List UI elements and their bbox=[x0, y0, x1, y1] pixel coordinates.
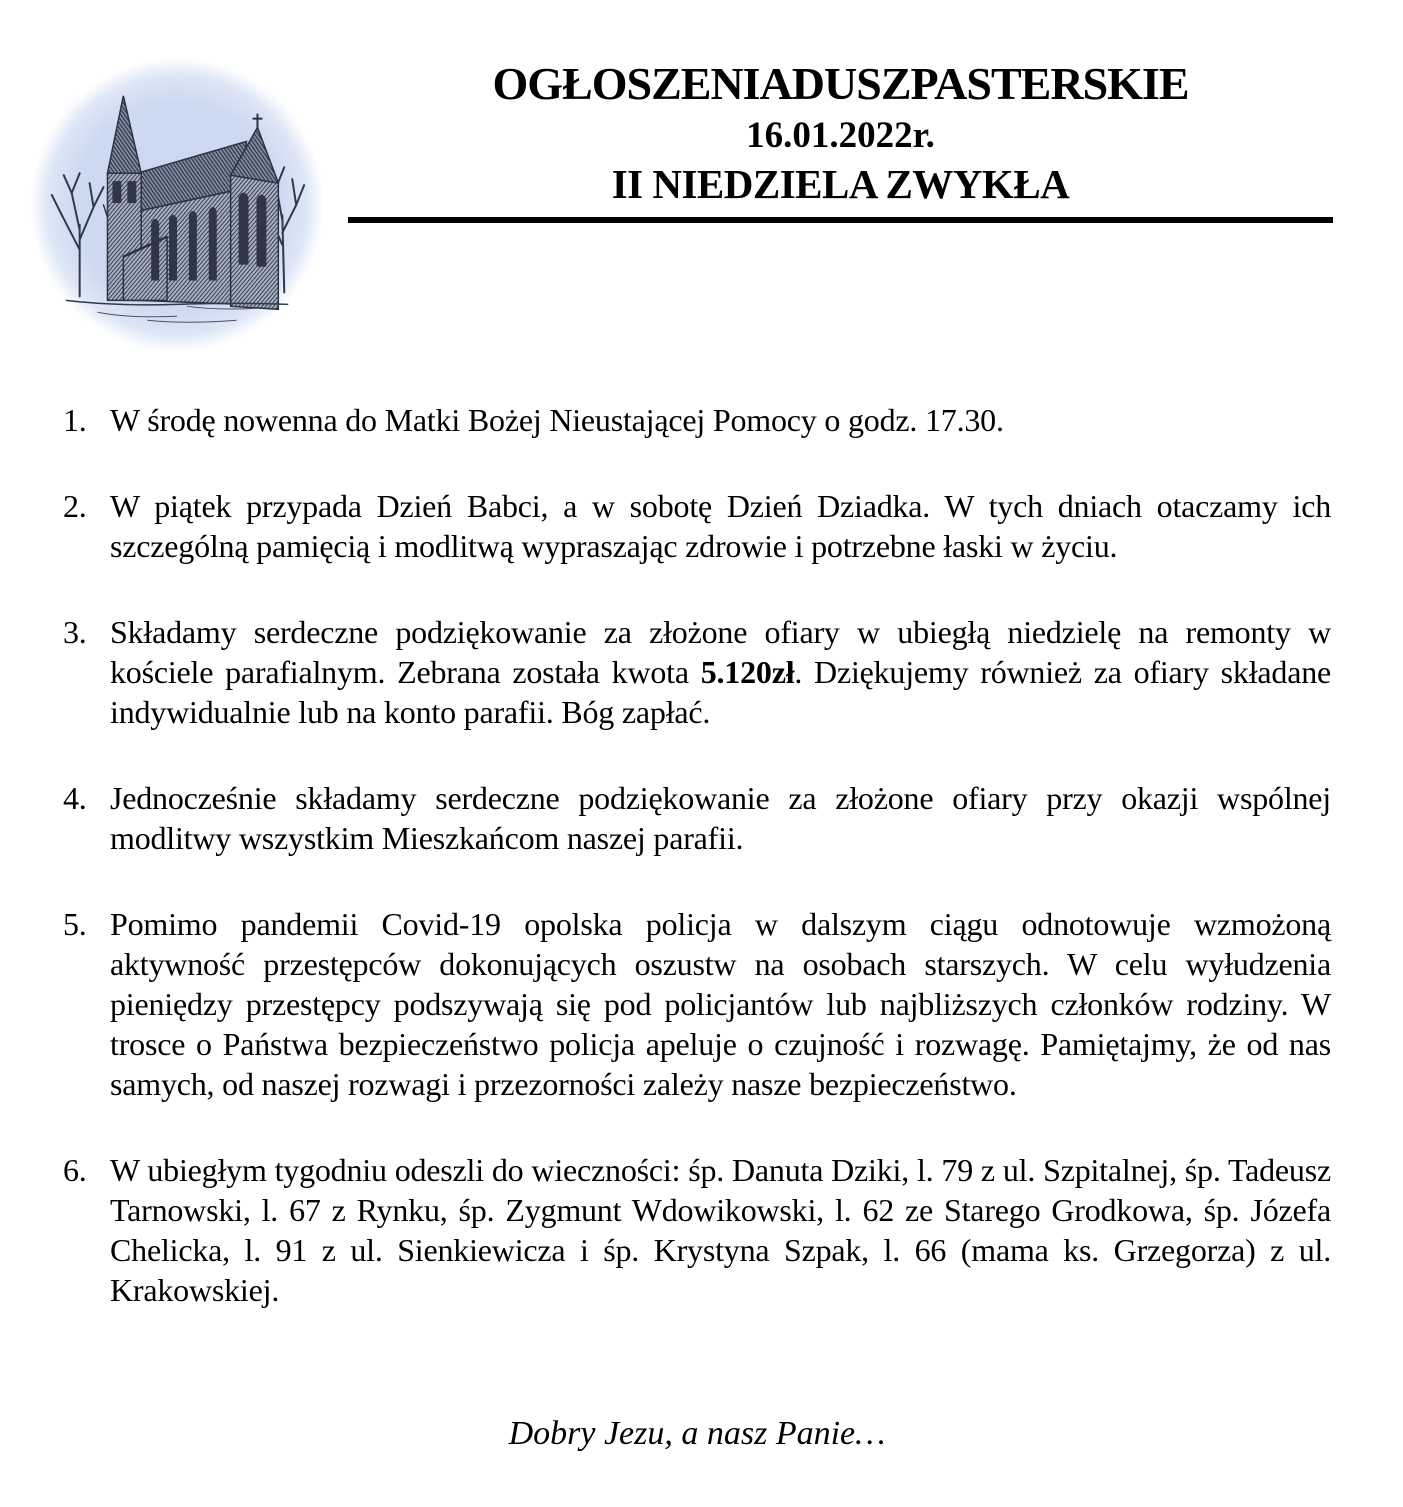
announcement-item-2 bbox=[63, 486, 1331, 566]
item-text: W piątek przypada Dzień Babci, a w sobotę Dzień Dziadka. W tych dniach otaczamy ich szczególną pamięcią i modlitwą wypraszając zdrowie i potrzebne łaski w życiu. bbox=[110, 488, 1331, 564]
item-text: Jednocześnie składamy serdeczne podziękowanie za złożone ofiary przy okazji wspólnej modlitwy wszystkim Mieszkańcom naszej parafii. bbox=[110, 780, 1331, 856]
item-text bbox=[110, 612, 1331, 732]
item-number: 6. bbox=[63, 1152, 87, 1188]
announcement-item-5 bbox=[63, 904, 1331, 1104]
item-number: 2. bbox=[63, 488, 87, 524]
item-number: 4. bbox=[63, 780, 87, 816]
page-title: OGŁOSZENIADUSZPASTERSKIE bbox=[492, 58, 1189, 109]
announcement-item-3 bbox=[63, 612, 1331, 732]
announcement-list bbox=[63, 400, 1331, 1356]
church-illustration bbox=[28, 52, 326, 358]
item-text-after-amount: . Dziękujemy również za ofiary składane indywidualnie lub na konto parafii. Bóg zapłać. bbox=[110, 654, 1331, 730]
item-number: 1. bbox=[63, 402, 87, 438]
bulletin-header bbox=[348, 58, 1333, 223]
item-text: W środę nowenna do Matki Bożej Nieustającej Pomocy o godz. 17.30. bbox=[110, 402, 1004, 438]
church-sketch-icon bbox=[28, 52, 326, 358]
item-text: Pomimo pandemii Covid-19 opolska policja w dalszym ciągu odnotowuje wzmożoną aktywność przestępców dokonujących oszustw na osobach starszych. W celu wyłudzenia pieniędzy przestępcy podszywają się pod policjantów lub najbliższych członków rodziny. W trosce o Państwa bezpieczeństwo policja apeluje o czujność i rozwagę. Pamiętajmy, że od nas samych, od naszej rozwagi i przezorności zależy nasze bezpieczeństwo. bbox=[110, 906, 1331, 1102]
announcement-item-6 bbox=[63, 1150, 1331, 1310]
announcement-item-4 bbox=[63, 778, 1331, 858]
bulletin-subtitle: II NIEDZIELA ZWYKŁA bbox=[611, 161, 1070, 207]
bulletin-date: 16.01.2022r. bbox=[746, 115, 935, 156]
header-divider bbox=[348, 217, 1333, 223]
item-number: 5. bbox=[63, 906, 87, 942]
closing-line: Dobry Jezu, a nasz Panie… bbox=[508, 1415, 886, 1452]
item-text: W ubiegłym tygodniu odeszli do wieczności: śp. Danuta Dziki, l. 79 z ul. Szpitalnej, śp. Tadeusz Tarnowski, l. 67 z Rynku, śp. Zygmunt Wdowikowski, l. 62 ze Starego Grodkowa, śp. Józefa Chelicka, l. 91 z ul. Sienkiewicza i śp. Krystyna Szpak, l. 66 (mama ks. Grzegorza) z ul. Krakowskiej. bbox=[110, 1152, 1331, 1308]
collection-amount: 5.120zł bbox=[700, 654, 795, 690]
announcement-item-1 bbox=[63, 400, 1331, 440]
item-text-before-amount: Składamy serdeczne podziękowanie za złożone ofiary w ubiegłą niedzielę na remonty w kościele parafialnym. Zebrana została kwota bbox=[110, 614, 1331, 690]
item-number: 3. bbox=[63, 614, 87, 650]
